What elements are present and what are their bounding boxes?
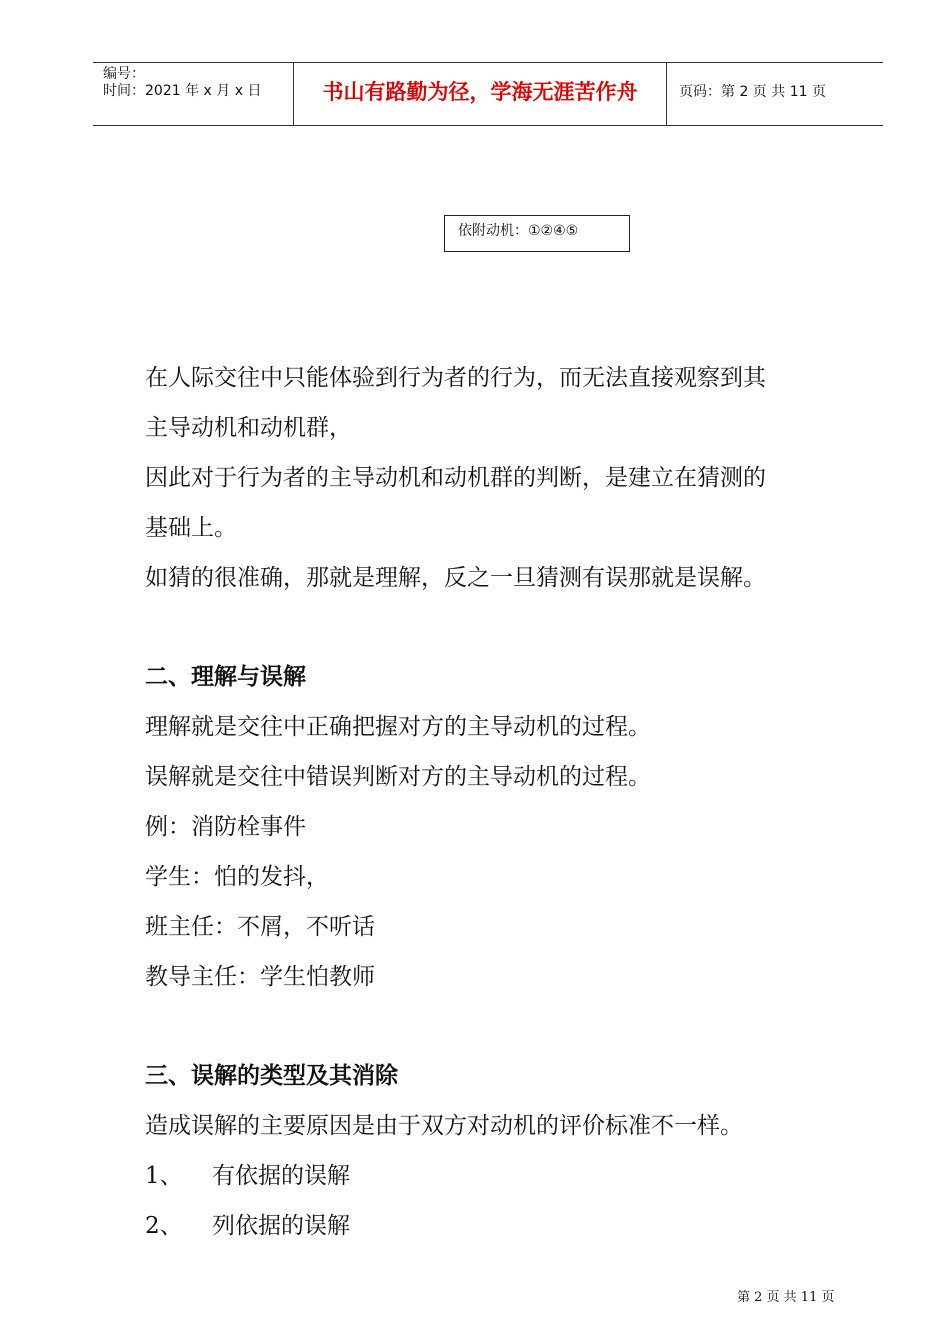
page-footer: 第 2 页 共 11 页 — [737, 1290, 835, 1305]
paragraph-line: 误解就是交往中错误判断对方的主导动机的过程。 — [145, 764, 651, 790]
document-time-label: 时间：2021 年 x 月 x 日 — [103, 83, 262, 99]
paragraph-line: 因此对于行为者的主导动机和动机群的判断，是建立在猜测的 — [145, 465, 766, 491]
header-motto-cell — [294, 63, 667, 125]
page-header — [93, 62, 883, 126]
example-line: 学生：怕的发抖， — [145, 864, 329, 890]
paragraph-line: 理解就是交往中正确把握对方的主导动机的过程。 — [145, 714, 651, 740]
list-item — [145, 1161, 350, 1191]
paragraph-line: 主导动机和动机群， — [145, 415, 352, 441]
header-meta-cell — [93, 63, 294, 125]
section-heading: 三、误解的类型及其消除 — [145, 1063, 398, 1089]
list-item — [145, 1211, 350, 1241]
paragraph-line: 在人际交往中只能体验到行为者的行为，而无法直接观察到其 — [145, 365, 766, 391]
boxed-note: 依附动机：①②④⑤ — [444, 215, 630, 252]
header-motto: 书山有路勤为径，学海无涯苦作舟 — [322, 80, 638, 104]
header-page-cell — [668, 63, 883, 125]
document-number-label: 编号： — [103, 66, 145, 82]
example-line: 教导主任：学生怕教师 — [145, 964, 375, 990]
header-page-info: 页码：第 2 页 共 11 页 — [679, 84, 826, 100]
list-item-text: 有依据的误解 — [212, 1163, 350, 1189]
paragraph-line: 如猜的很准确，那就是理解，反之一旦猜测有误那就是误解。 — [145, 565, 766, 591]
example-line: 班主任：不屑，不听话 — [145, 914, 375, 940]
paragraph-line: 造成误解的主要原因是由于双方对动机的评价标准不一样。 — [145, 1113, 743, 1139]
paragraph-line: 基础上。 — [145, 515, 237, 541]
example-line: 例：消防栓事件 — [145, 814, 306, 840]
list-item-number: 2、 — [145, 1213, 183, 1239]
list-item-text: 列依据的误解 — [212, 1213, 350, 1239]
list-item-number: 1、 — [145, 1163, 183, 1189]
section-heading: 二、理解与误解 — [145, 664, 306, 690]
